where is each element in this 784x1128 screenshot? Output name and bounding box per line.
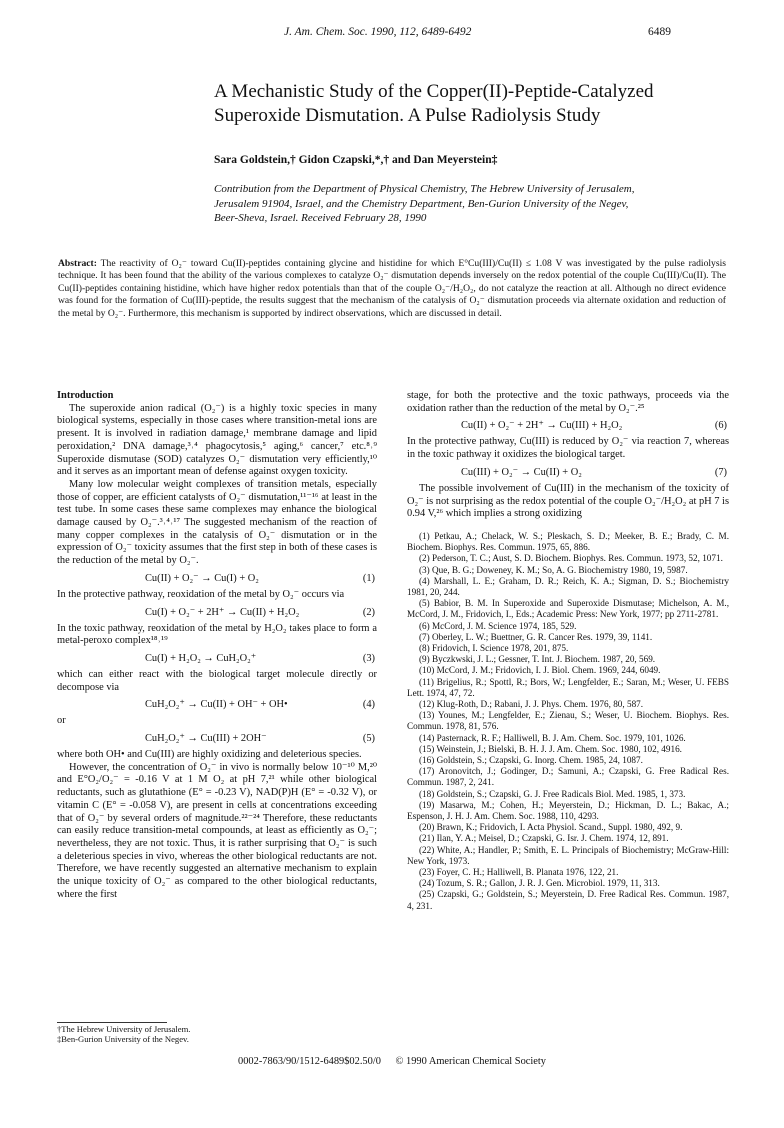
reference-item: (22) White, A.; Handler, P.; Smith, E. L. Principals of Biochemistry; McGraw-Hill: New York, 1973.: [407, 844, 729, 866]
reference-item: (12) Klug-Roth, D.; Rabani, J. J. Phys. Chem. 1976, 80, 587.: [419, 698, 644, 709]
paragraph: However, the concentration of O₂⁻ in vivo is normally below 10⁻¹⁰ M,²⁰ and E°O₂/O₂⁻ = -0.16 V at 1 M O₂ at pH 7,²¹ while other biological reductants, such as glutathione (E° = -0.23 V), NAD(P)H (E° = -0.32 V), or vitamin C (E° = -0.058 V), are present in cells at concentrations exceeding that of O₂⁻ by several orders of magnitude.²²⁻²⁴ Therefore, these reductants can easily reduce transition-metal compounds, at least as efficiently as O₂⁻; nevertheless, they are not toxic. Thus, it is rather surprising that O₂⁻ is such a deleterious species in vivo, whereas the other biological reductants are not. Therefore, we have recently suggested an alternative mechanism to explain the unique toxicity of O₂⁻ as compared to the other biological reductants, where the first: [57, 761, 377, 900]
footnote-rule: [57, 1022, 167, 1023]
reference-item: (4) Marshall, L. E.; Graham, D. R.; Reich, K. A.; Sigman, D. S.; Biochemistry 1981, 20, 244.: [407, 575, 729, 597]
reference-item: (16) Goldstein, S.; Czapski, G. Inorg. Chem. 1985, 24, 1087.: [419, 754, 643, 765]
reference-item: (13) Younes, M.; Lengfelder, E.; Zienau, S.; Weser, U. Biochem. Biophys. Res. Commun. 1978, 81, 576.: [407, 710, 729, 732]
equation-number: (5): [362, 733, 375, 745]
title-line-1: A Mechanistic Study of the Copper(II)-Peptide-Catalyzed: [214, 81, 654, 102]
reference-item: (18) Goldstein, S.; Czapski, G. J. Free Radicals Biol. Med. 1985, 1, 373.: [419, 788, 686, 799]
affiliation-line-3: Beer-Sheva, Israel. Received February 28, 1990: [214, 212, 427, 224]
right-column: [407, 390, 729, 912]
left-column: [57, 390, 377, 902]
author-list: Sara Goldstein,† Gidon Czapski,*,† and Dan Meyerstein‡: [214, 154, 498, 166]
abstract-label: Abstract:: [58, 258, 97, 269]
equation-text: Cu(I) + O₂⁻ + 2H⁺ → Cu(II) + H₂O₂: [145, 606, 300, 618]
equation-2: [57, 604, 377, 621]
affiliation: [214, 182, 734, 226]
reference-item: (23) Foyer, C. H.; Halliwell, B. Planata 1976, 122, 21.: [419, 867, 619, 878]
equation-text: Cu(III) + O₂⁻ → Cu(II) + O₂: [461, 466, 582, 478]
reference-item: (1) Petkau, A.; Chelack, W. S.; Pleskach, S. D.; Meeker, B. E.; Brady, C. M. Biochem. Biophys. Res. Commun. 1975, 65, 886.: [407, 530, 729, 553]
equation-number: (6): [714, 420, 727, 432]
equation-3: [57, 650, 377, 667]
equation-number: (2): [362, 606, 375, 618]
affiliation-line-2: Jerusalem 91904, Israel, and the Chemistry Department, Ben-Gurion University of the Negev,: [214, 197, 629, 210]
equation-number: (3): [362, 652, 375, 664]
reference-item: (11) Brigelius, R.; Spottl, R.; Bors, W.; Lengfelder, E.; Saran, M.; Weser, U. FEBS Lett. 1974, 47, 72.: [407, 676, 729, 698]
equation-7: [407, 464, 729, 481]
reference-item: (7) Oberley, L. W.; Buettner, G. R. Cancer Res. 1979, 39, 1141.: [419, 631, 653, 642]
copyright: © 1990 American Chemical Society: [395, 1056, 546, 1067]
equation-6: [407, 417, 729, 434]
reference-item: (8) Fridovich, I. Science 1978, 201, 875.: [419, 642, 569, 653]
reference-item: (24) Tozum, S. R.; Gallon, J. R. J. Gen. Microbiol. 1979, 11, 313.: [419, 878, 660, 889]
paragraph: The superoxide anion radical (O₂⁻) is a highly toxic species in many biological systems, especially in those cases where transition-metal ions are present. It is involved in radiation damage,¹ membrane damage and lipid peroxidation,² DNA damage,³˒⁴ phagocytosis,⁵ aging,⁶ cancer,⁷ etc.⁸˒⁹ Superoxide dismutase (SOD) catalyzes O₂⁻ dismutation very efficiently,¹⁰ and it serves as an important mean of defense against oxygen toxicity.: [57, 402, 377, 478]
article-code: 0002-7863/90/1512-6489$02.50/0: [238, 1056, 381, 1067]
reference-item: (2) Pederson, T. C.; Aust, S. D. Biochem. Biophys. Res. Commun. 1973, 52, 1071.: [419, 553, 723, 564]
reference-item: (14) Pasternack, R. F.; Halliwell, B. J. Am. Chem. Soc. 1979, 101, 1026.: [419, 732, 686, 743]
paragraph: The possible involvement of Cu(III) in the mechanism of the toxicity of O₂⁻ is not surprising as the redox potential of the couple O₂⁻/H₂O₂ at pH 7 is 0.94 V,²⁶ which implies a strong oxidizing: [407, 482, 729, 520]
section-heading-introduction: Introduction: [57, 390, 114, 401]
equation-text: Cu(II) + O₂⁻ → Cu(I) + O₂: [145, 572, 259, 584]
reference-item: (3) Que, B. G.; Doweney, K. M.; So, A. G. Biochemistry 1980, 19, 5987.: [419, 564, 688, 575]
footnote-dagger: †The Hebrew University of Jerusalem.: [57, 1024, 191, 1034]
paragraph: Many low molecular weight complexes of transition metals, especially those of copper, are efficient catalysts of O₂⁻ dismutation,¹¹⁻¹⁶ at least in the test tube. In some cases these same complexes may enhance the biological damage caused by O₂⁻.³˒⁴˒¹⁷ The suggested mechanism of the reaction of many copper complexes in the catalysis of O₂⁻ dismutation or in the expression of O₂⁻ toxicity assumes that the first step in both of these cases is the reduction of the metal by O₂⁻.: [57, 478, 377, 567]
page-number: 6489: [648, 26, 671, 38]
reference-item: (15) Weinstein, J.; Bielski, B. H. J. J. Am. Chem. Soc. 1980, 102, 4916.: [419, 743, 682, 754]
equation-text: CuH₂O₂⁺ → Cu(III) + 2OH⁻: [145, 733, 267, 745]
reference-item: (17) Aronovitch, J.; Godinger, D.; Samuni, A.; Czapski, G. Free Radical Res. Commun. 1987, 2, 241.: [407, 766, 729, 788]
abstract-text: The reactivity of O₂⁻ toward Cu(II)-peptides containing glycine and histidine for which E°Cu(III)/Cu(II) ≤ 1.08 V was investigated by the pulse radiolysis technique. It has been found that the ability of the various complexes to catalyze O₂⁻ dismutation depends inversely on the redox potential of the couple Cu(III)/Cu(II). The Cu(II)-peptides containing histidine, which have higher redox potentials than that of the couple O₂⁻/H₂O₂, do not catalyze the reaction at all. Although no direct evidence was found for the formation of Cu(III)-peptide, the results suggest that the mechanism of the catalysis of O₂⁻ dismutation proceeds via alternate oxidation and reduction of the metal by O₂⁻. Furthermore, this mechanism is supported by indirect observations, which are discussed in detail.: [58, 258, 726, 319]
reference-item: (20) Brawn, K.; Fridovich, I. Acta Physiol. Scand., Suppl. 1980, 492, 9.: [419, 822, 683, 833]
reference-item: (10) McCord, J. M.; Fridovich, I. J. Biol. Chem. 1969, 244, 6049.: [419, 665, 661, 676]
page-footer: [0, 1056, 784, 1067]
paragraph: In the protective pathway, reoxidation of the metal by O₂⁻ occurs via: [57, 588, 345, 600]
reference-item: (9) Byczkwski, J. L.; Gessner, T. Int. J. Biochem. 1987, 20, 569.: [419, 654, 656, 665]
equation-number: (7): [714, 466, 727, 478]
footnote-double-dagger: ‡Ben-Gurion University of the Negev.: [57, 1034, 189, 1045]
paragraph: stage, for both the protective and the toxic pathways, proceeds via the oxidation rather than the reduction of the metal by O₂⁻.²⁵: [407, 390, 729, 414]
reference-item: (25) Czapski, G.; Goldstein, S.; Meyerstein, D. Free Radical Res. Commun. 1987, 4, 231.: [407, 889, 729, 911]
paragraph: In the protective pathway, Cu(III) is reduced by O₂⁻ via reaction 7, whereas in the toxic pathway it oxidizes the biological target.: [407, 436, 729, 461]
article-title: [214, 80, 734, 128]
paragraph: which can either react with the biological target molecule directly or decompose via: [57, 668, 377, 693]
abstract: [58, 258, 726, 320]
affiliation-line-1: Contribution from the Department of Physical Chemistry, The Hebrew University of Jerusalem,: [214, 183, 635, 195]
equation-number: (4): [362, 699, 375, 711]
reference-item: (6) McCord, J. M. Science 1974, 185, 529.: [419, 620, 577, 631]
title-line-2: Superoxide Dismutation. A Pulse Radiolysis Study: [214, 105, 601, 126]
paragraph: In the toxic pathway, reoxidation of the metal by H₂O₂ takes place to form a metal-peroxo complex¹⁸˒¹⁹: [57, 622, 377, 647]
running-header: [0, 26, 784, 42]
reference-item: (5) Babior, B. M. In Superoxide and Superoxide Dismutase; Michelson, A. M., McCord, J. M., Fridovich, I., Eds.; Academic Press: New York, 1977; pp 2711-2781.: [407, 598, 729, 620]
footnotes: [57, 1024, 377, 1044]
equation-text: Cu(I) + H₂O₂ → CuH₂O₂⁺: [145, 652, 257, 664]
equation-text: CuH₂O₂⁺ → Cu(II) + OH⁻ + OH•: [145, 699, 288, 711]
equation-4: [57, 696, 377, 713]
reference-list: [407, 531, 729, 912]
conjunction-or: or: [57, 715, 66, 727]
equation-5: [57, 730, 377, 747]
reference-item: (21) Ilan, Y. A.; Meisel, D.; Czapski, G. Isr. J. Chem. 1974, 12, 891.: [419, 833, 669, 844]
equation-number: (1): [362, 572, 375, 584]
paragraph: where both OH• and Cu(III) are highly oxidizing and deleterious species.: [57, 749, 362, 761]
equation-1: [57, 570, 377, 587]
journal-citation: J. Am. Chem. Soc. 1990, 112, 6489-6492: [284, 26, 472, 38]
equation-text: Cu(II) + O₂⁻ + 2H⁺ → Cu(III) + H₂O₂: [461, 420, 623, 432]
reference-item: (19) Masarwa, M.; Cohen, H.; Meyerstein, D.; Hickman, D. L.; Bakac, A.; Espenson, J. H. J. Am. Chem. Soc. 1988, 110, 4293.: [407, 799, 729, 821]
